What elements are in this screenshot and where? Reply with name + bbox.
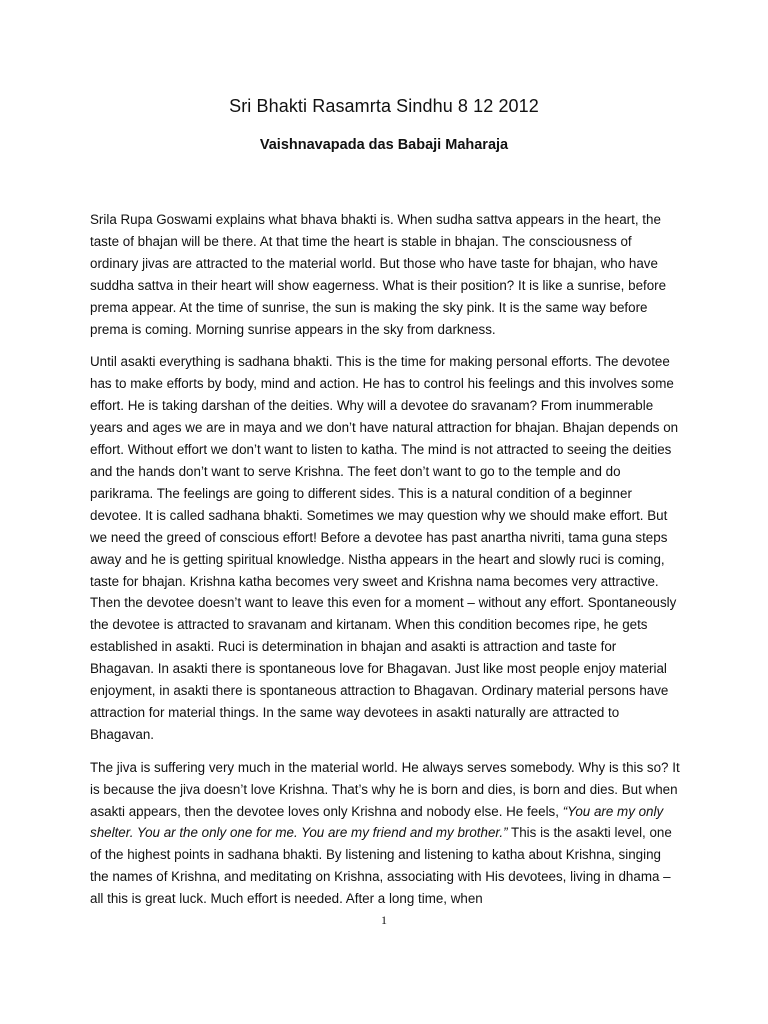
paragraph-text: The jiva is suffering very much in the material world. He always serves somebody. Why is this so? It is because the jiva doesn’t love Krishna. That’s why he is born and dies, is born and dies. But when asakti appears, then the devotee loves only Krishna and nobody else. He feels, bbox=[90, 759, 680, 819]
document-body bbox=[90, 209, 680, 921]
page-number: 1 bbox=[381, 913, 387, 927]
quotation: “You are my only shelter. You ar the only one for me. You are my friend and my brother.” bbox=[90, 803, 664, 841]
paragraph: Srila Rupa Goswami explains what bhava bhakti is. When sudha sattva appears in the heart, the taste of bhajan will be there. At that time the heart is stable in bhajan. The consciousness of ordinary jivas are attracted to the material world. But those who have taste for bhajan, who have suddha sattva in their heart will show eagerness. What is their position? It is like a sunrise, before prema appear. At the time of sunrise, the sun is making the sky pink. It is the same way before prema is coming. Morning sunrise appears in the sky from darkness. bbox=[90, 212, 667, 337]
paragraph-text: This is the asakti level, one of the highest points in sadhana bhakti. By listening and listening to katha about Krishna, singing the names of Krishna, and meditating on Krishna, associating with His devotees, living in dhama – all this is great luck. Much effort is needed. After a long time, when bbox=[90, 825, 672, 907]
paragraph: Until asakti everything is sadhana bhakti. This is the time for making personal efforts. The devotee has to make efforts by body, mind and action. He has to control his feelings and this involves some effort. He is taking darshan of the deities. Why will a devotee do sravanam? From inummerable years and ages we are in maya and we don’t have natural attraction for bhajan. Bhajan depends on effort. Without effort we don’t want to listen to katha. The mind is not attracted to seeing the deities and the hands don’t want to serve Krishna. The feet don’t want to go to the temple and do parikrama. The feelings are going to different sides. This is a natural condition of a beginner devotee. It is called sadhana bhakti. Sometimes we may question why we should make effort. But we need the greed of conscious effort! Before a devotee has past anartha nivriti, tama guna steps away and he is getting spiritual knowledge. Nistha appears in the heart and slowly ruci is coming, taste for bhajan. Krishna katha becomes very sweet and Krishna nama becomes very attractive. Then the devotee doesn’t want to leave this even for a moment – without any effort. Spontaneously the devotee is attracted to sravanam and kirtanam. When this condition becomes ripe, he gets established in asakti. Ruci is determination in bhajan and asakti is attraction and taste for Bhagavan. In asakti there is spontaneous love for Bhagavan. Just like most people enjoy material enjoyment, in asakti there is spontaneous attraction to Bhagavan. Ordinary material persons have attraction for material things. In the same way devotees in asakti naturally are attracted to Bhagavan. bbox=[90, 354, 679, 742]
document-title: Sri Bhakti Rasamrta Sindhu 8 12 2012 bbox=[229, 96, 539, 116]
paragraph bbox=[90, 757, 680, 910]
document-subtitle: Vaishnavapada das Babaji Maharaja bbox=[259, 137, 509, 153]
